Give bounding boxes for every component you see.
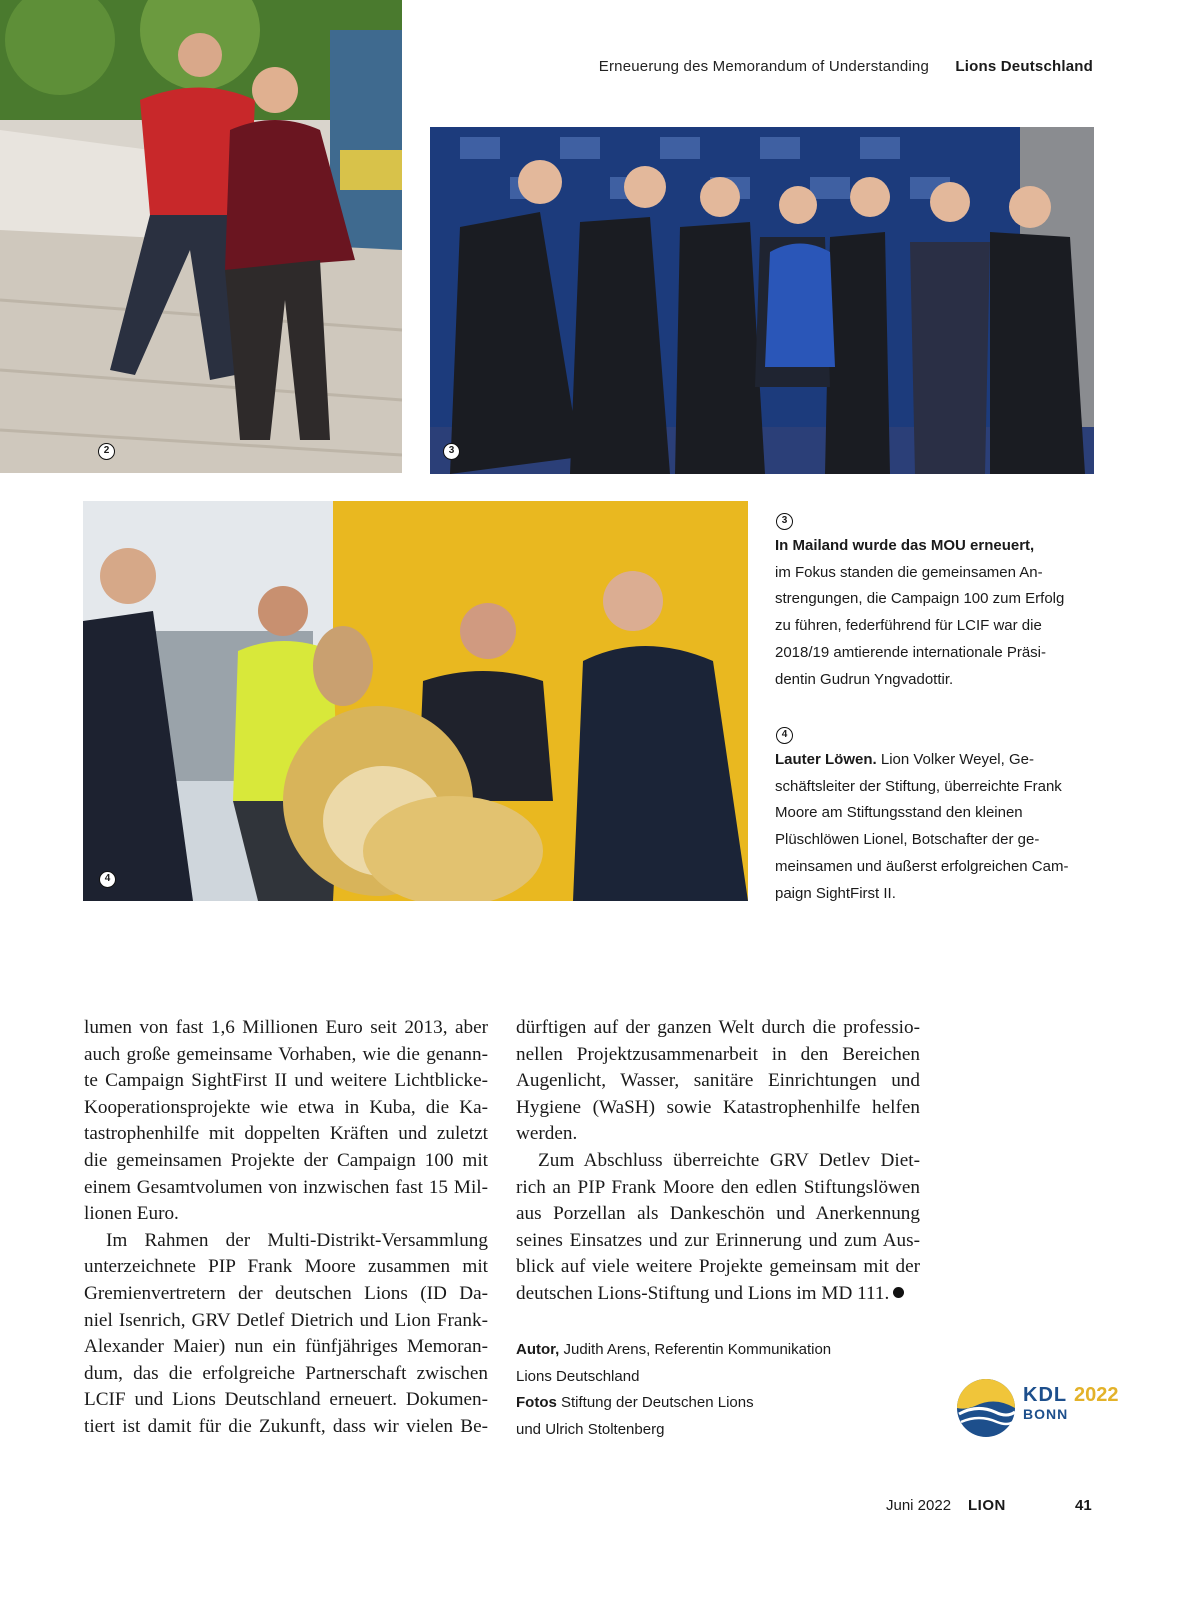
caption-photo-4 [775,727,1095,907]
logo-city: BONN [1023,1406,1069,1422]
author-affiliation: Lions Deutschland [516,1367,640,1385]
body-line: te Campaign SightFirst II und weitere Lichtblicke- [84,1070,488,1092]
kdl-2022-bonn-logo [955,1378,1125,1438]
end-of-article-icon [893,1287,904,1298]
logo-word: KDL [1023,1384,1068,1406]
caption-line: Plüschlöwen Lionel, Botschafter der ge- [775,831,1040,849]
photo-credit-line2: und Ulrich Stoltenberg [516,1421,665,1439]
photo-3-group-portrait [430,127,1094,474]
photo-number-badge: 2 [98,443,115,460]
body-line: rich an PIP Frank Moore den edlen Stiftungslöwen [516,1176,920,1198]
caption-photo-3 [775,513,1095,693]
author-label: Autor, [516,1341,560,1358]
body-line: lionen Euro. [84,1203,179,1225]
page-number: 41 [1075,1497,1092,1514]
header-topic: Erneuerung des Memorandum of Understanding [598,58,930,75]
body-line: seines Einsatzes und zur Erinnerung und zum Aus- [516,1229,920,1251]
caption-line: Moore am Stiftungsstand den kleinen [775,804,1023,822]
caption-number-badge: 4 [776,727,793,744]
body-line: LCIF und Lions Deutschland erneuert. Dokumen- [84,1389,488,1411]
body-line: blick auf viele weitere Projekte gemeinsam mit der [516,1256,920,1278]
body-line: Hygiene (WaSH) sowie Katastrophenhilfe helfen [516,1096,920,1118]
body-line: tiert ist damit für die Zukunft, dass wir vielen Be- [84,1415,488,1437]
photos-source: Stiftung der Deutschen Lions [556,1394,754,1412]
body-line: werden. [516,1123,578,1145]
caption-line: meinsamen und äußerst erfolgreichen Cam- [775,857,1069,875]
photos-label: Fotos [516,1394,557,1412]
body-column-left [84,1015,488,1441]
photo-credit [516,1390,831,1417]
caption-line: 2018/19 amtierende internationale Präsi- [775,643,1047,661]
body-line: unterzeichnete PIP Frank Moore zusammen mit [84,1256,488,1278]
article-credits [516,1337,831,1444]
running-header [599,58,1093,75]
body-line: niel Isenrich, GRV Detlef Dietrich und Lion Frank- [84,1309,488,1331]
body-line: Im Rahmen der Multi-Distrikt-Versammlung [106,1229,488,1251]
author-credit [516,1337,831,1364]
caption-lead: Lauter Löwen. [775,751,877,768]
body-column-right [516,1015,920,1308]
caption-line: strengungen, die Campaign 100 zum Erfolg [775,590,1065,608]
author-name: Judith Arens, Referentin Kommunikation [559,1341,832,1358]
body-line: Kooperationsprojekte wie etwa in Kuba, die Ka- [84,1096,488,1118]
caption-line: zu führen, federführend für LCIF war die [775,617,1042,635]
caption-line: paign SightFirst II. [775,884,896,902]
caption-line: im Fokus standen die gemeinsamen An- [775,563,1043,581]
photo-2-two-men-on-steps [0,0,402,473]
footer-magazine-name: LION [968,1497,1006,1514]
body-line: Zum Abschluss überreichte GRV Detlev Diet- [538,1149,920,1171]
body-line: Gremienvertretern der deutschen Lions (ID Da- [84,1282,488,1304]
body-last-line [516,1281,920,1308]
footer-issue-month: Juni 2022 [886,1497,952,1514]
caption-number-badge: 3 [776,513,793,530]
caption-lead: In Mailand wurde das MOU erneuert, [775,537,1035,554]
caption-line: schäftsleiter der Stiftung, überreichte Frank [775,777,1062,795]
caption-first-line [775,747,1095,774]
photo-number-badge: 4 [99,871,116,888]
body-line: die gemeinsamen Projekte der Campaign 100 mit [84,1149,488,1171]
kdl-emblem-icon [955,1378,1017,1438]
photo-number-badge: 3 [443,443,460,460]
caption-line: dentin Gudrun Yngvadottir. [775,670,954,688]
body-line: aus Porzellan als Dankeschön und Anerkennung [516,1203,920,1225]
body-line: dürftigen auf der ganzen Welt durch die professio- [516,1017,920,1038]
body-line: tastrophenhilfe mit doppelten Kräften und zuletzt [84,1123,488,1145]
photo-4-lion-statue-handover [83,501,748,901]
body-line: lumen von fast 1,6 Millionen Euro seit 2013, aber [84,1017,488,1038]
logo-year: 2022 [1074,1384,1119,1406]
body-line: auch große gemeinsame Vorhaben, wie die genann- [84,1043,488,1065]
body-line: dum, das die erfolgreiche Partnerschaft zwischen [84,1362,488,1384]
caption-lead-rest: Lion Volker Weyel, Ge- [876,751,1034,768]
header-section: Lions Deutschland [955,58,1093,75]
body-line: deutschen Lions-Stiftung und Lions im MD 111. [516,1282,890,1304]
body-line: nellen Projektzusammenarbeit in den Bereichen [516,1043,920,1065]
body-line: Alexander Maier) nun ein fünfjähriges Memoran- [84,1336,488,1358]
body-line: einem Gesamtvolumen von inzwischen fast 15 Mil- [84,1176,488,1198]
body-line: Augenlicht, Wasser, sanitäre Einrichtungen und [516,1070,920,1092]
